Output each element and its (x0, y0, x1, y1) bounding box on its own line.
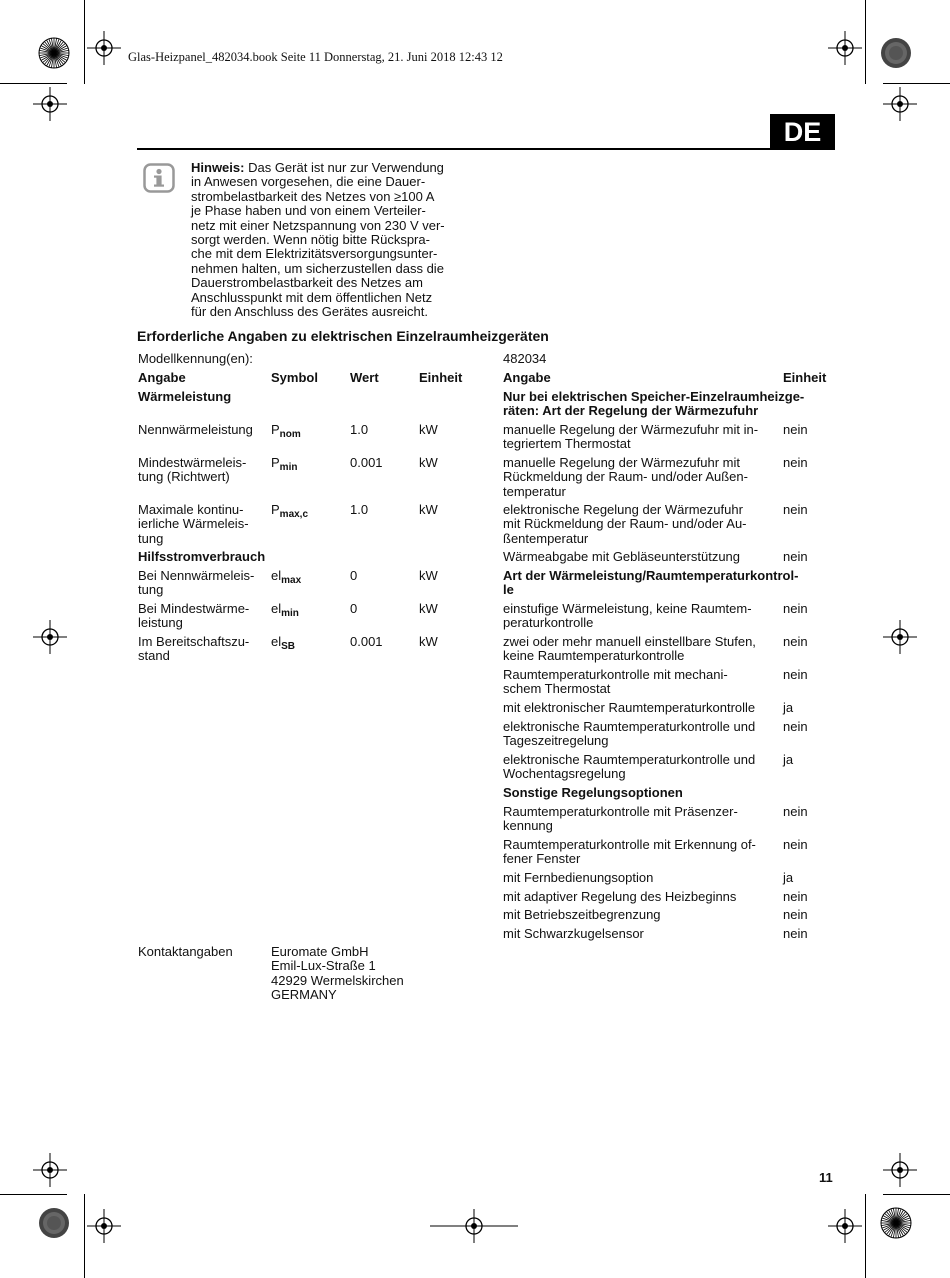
address-line: Emil-Lux-Straße 1 (271, 958, 376, 974)
symbol-base: el (271, 601, 282, 616)
address-line: GERMANY (271, 987, 337, 1003)
control-row-3-value: nein (783, 667, 808, 682)
registration-mark-icon (900, 1170, 902, 1172)
row-line: elektronische Regelung der Wärmezufuhr (503, 502, 743, 517)
header-angabe: Angabe (138, 370, 186, 385)
row-line: peraturkontrolle (503, 615, 594, 631)
row-line: Raumtemperaturkontrolle mit Erkennung of- (503, 837, 756, 852)
note-line: nehmen halten, um sicherzustellen dass die (191, 260, 444, 276)
standby-label (138, 635, 249, 664)
other-row-1 (503, 805, 738, 834)
minimum-unit: kW (419, 455, 438, 470)
label-line: leistung (138, 615, 183, 631)
label-line: tung (138, 530, 164, 546)
control-row-4 (503, 701, 755, 715)
note-line: Anschlusspunkt mit dem öffentlichen Netz (191, 289, 433, 305)
aux-minimum-symbol (271, 601, 299, 619)
row-line: Wochentagsregelung (503, 766, 626, 782)
symbol-subscript: min (281, 608, 299, 619)
contact-address (271, 945, 404, 1003)
language-badge: DE (770, 114, 835, 150)
header-symbol: Symbol (271, 370, 318, 385)
label-line: stand (138, 648, 170, 664)
aux-nominal-unit: kW (419, 568, 438, 583)
other-row-4 (503, 890, 736, 904)
registration-mark-icon (50, 1170, 52, 1172)
row-line: manuelle Regelung der Wärmezufuhr mit in- (503, 422, 759, 437)
storage-row-4-value: nein (783, 549, 808, 564)
storage-title (503, 390, 804, 419)
other-row-6 (503, 927, 644, 941)
row-line: Wärmeabgabe mit Gebläseunterstützung (503, 549, 741, 564)
control-row-2-value: nein (783, 634, 808, 649)
nominal-unit: kW (419, 422, 438, 437)
label-line: Im Bereitschaftszu- (138, 634, 250, 649)
nominal-symbol (271, 422, 301, 440)
note-line: je Phase haben und von einem Verteiler- (191, 203, 426, 219)
title-line: le (503, 582, 514, 598)
model-value: 482034 (503, 351, 547, 366)
gray-target-mark-icon (896, 53, 898, 55)
row-line: elektronische Raumtemperaturkontrolle und (503, 719, 756, 734)
symbol-base: el (271, 634, 282, 649)
starburst-mark-icon (54, 53, 56, 55)
page-number: 11 (819, 1170, 833, 1185)
registration-mark-icon (50, 637, 52, 639)
storage-row-1 (503, 423, 758, 452)
header-angabe-right: Angabe (503, 370, 551, 385)
row-line: temperatur (503, 483, 566, 499)
control-row-2 (503, 635, 756, 664)
book-slug: Glas-Heizpanel_482034.book Seite 11 Donnerstag, 21. Juni 2018 12:43 12 (128, 50, 503, 64)
symbol-base: P (271, 455, 280, 470)
note-text (191, 161, 471, 319)
header-wert: Wert (350, 370, 379, 385)
row-line: manuelle Regelung der Wärmezufuhr mit (503, 455, 740, 470)
control-row-6 (503, 753, 755, 782)
aux-minimum-value: 0 (350, 601, 358, 616)
control-row-3 (503, 668, 728, 697)
row-line: mit Fernbedienungsoption (503, 870, 654, 885)
symbol-subscript: max,c (279, 509, 309, 520)
registration-mark-icon (50, 104, 52, 106)
title-line: räten: Art der Regelung der Wärmezufuhr (503, 403, 759, 419)
aux-nominal-label (138, 569, 254, 598)
row-line: fener Fenster (503, 851, 581, 867)
row-line: mit Schwarzkugelsensor (503, 926, 644, 941)
registration-mark-icon (104, 1226, 106, 1228)
row-line: mit Betriebszeitbegrenzung (503, 907, 661, 922)
contact-label: Kontaktangaben (138, 944, 233, 959)
symbol-base: P (271, 422, 280, 437)
heat-output-title: Wärmeleistung (138, 389, 232, 404)
note-line: che mit dem Elektrizitätsversorgungsunter- (191, 246, 438, 262)
row-line: zwei oder mehr manuell einstellbare Stufen, (503, 634, 756, 649)
control-row-4-value: ja (783, 700, 794, 715)
row-line: keine Raumtemperaturkontrolle (503, 648, 685, 664)
storage-row-2 (503, 456, 748, 499)
symbol-subscript: max (281, 575, 302, 586)
aux-nominal-value: 0 (350, 568, 358, 583)
label-line: tung (Richtwert) (138, 469, 230, 485)
header-rule (137, 148, 835, 150)
control-row-5 (503, 720, 755, 749)
other-row-2-value: nein (783, 837, 808, 852)
registration-mark-icon (474, 1226, 476, 1228)
label-line: Bei Nennwärmeleis- (138, 568, 255, 583)
symbol-base: P (271, 502, 280, 517)
title-line: Nur bei elektrischen Speicher-Einzelraumheizge- (503, 389, 805, 404)
row-line: ßentemperatur (503, 530, 589, 546)
maximum-label (138, 503, 249, 546)
maximum-symbol (271, 502, 309, 520)
note-line: strombelastbarkeit des Netzes von ≥100 A (191, 188, 435, 204)
label-line: Bei Mindestwärme- (138, 601, 250, 616)
control-title (503, 569, 798, 598)
other-row-3-value: ja (783, 870, 794, 885)
control-row-5-value: nein (783, 719, 808, 734)
other-title: Sonstige Regelungsoptionen (503, 785, 683, 800)
label-line: ierliche Wärmeleis- (138, 516, 249, 532)
row-line: einstufige Wärmeleistung, keine Raumtem- (503, 601, 752, 616)
nominal-label (138, 423, 253, 437)
storage-row-3-value: nein (783, 502, 808, 517)
row-line: kennung (503, 818, 553, 834)
row-line: mit adaptiver Regelung des Heizbeginns (503, 889, 737, 904)
registration-mark-icon (900, 637, 902, 639)
row-line: Tageszeitregelung (503, 733, 609, 749)
minimum-value: 0.001 (350, 455, 383, 470)
address-line: 42929 Wermelskirchen (271, 972, 404, 988)
gray-target-mark-icon (54, 1223, 56, 1225)
other-row-5-value: nein (783, 907, 808, 922)
row-line: Raumtemperaturkontrolle mit Präsenzer- (503, 804, 738, 819)
storage-row-2-value: nein (783, 455, 808, 470)
registration-mark-icon (900, 104, 902, 106)
note-line: Das Gerät ist nur zur Verwendung (248, 160, 444, 175)
other-row-6-value: nein (783, 926, 808, 941)
symbol-base: el (271, 568, 282, 583)
registration-mark-icon (845, 48, 847, 50)
note-line: in Anwesen vorgesehen, die eine Dauer- (191, 174, 426, 190)
row-line: tegriertem Thermostat (503, 436, 631, 452)
control-row-1 (503, 602, 752, 631)
row-line: mit elektronischer Raumtemperaturkontrolle (503, 700, 756, 715)
row-line: Raumtemperaturkontrolle mit mechani- (503, 667, 728, 682)
standby-unit: kW (419, 634, 438, 649)
standby-value: 0.001 (350, 634, 383, 649)
symbol-subscript: min (279, 462, 298, 473)
aux-minimum-label (138, 602, 249, 631)
title-line: Art der Wärmeleistung/Raumtemperaturkontrol- (503, 568, 799, 583)
maximum-unit: kW (419, 502, 438, 517)
control-row-6-value: ja (783, 752, 794, 767)
minimum-symbol (271, 455, 298, 473)
header-einheit: Einheit (419, 370, 463, 385)
row-line: mit Rückmeldung der Raum- und/oder Au- (503, 516, 747, 532)
storage-row-1-value: nein (783, 422, 808, 437)
model-label: Modellkennung(en): (138, 351, 253, 366)
address-line: Euromate GmbH (271, 944, 369, 959)
label-line: Maximale kontinu- (138, 502, 244, 517)
row-line: Rückmeldung der Raum- und/oder Außen- (503, 469, 748, 485)
row-line: schem Thermostat (503, 681, 611, 697)
starburst-mark-icon (896, 1223, 898, 1225)
minimum-label (138, 456, 246, 485)
note-line: für den Anschluss des Gerätes ausreicht. (191, 304, 429, 320)
symbol-subscript: SB (281, 641, 296, 652)
note-label: Hinweis: (191, 160, 245, 175)
info-icon (143, 163, 175, 193)
other-row-5 (503, 908, 661, 922)
other-row-1-value: nein (783, 804, 808, 819)
section-title: Erforderliche Angaben zu elektrischen Einzelraumheizgeräten (137, 328, 549, 344)
other-row-4-value: nein (783, 889, 808, 904)
note-line: netz mit einer Netzspannung von 230 V ver- (191, 217, 445, 233)
storage-row-4 (503, 550, 740, 564)
aux-nominal-symbol (271, 568, 302, 586)
note-line: sorgt werden. Wenn nötig bitte Rückspra- (191, 232, 430, 248)
label-line: Mindestwärmeleis- (138, 455, 247, 470)
standby-symbol (271, 634, 296, 652)
aux-title: Hilfsstromverbrauch (138, 549, 266, 564)
note-line: Dauerstrombelastbarkeit des Netzes am (191, 275, 423, 291)
label-line: tung (138, 582, 164, 598)
symbol-subscript: nom (279, 429, 301, 440)
row-line: elektronische Raumtemperaturkontrolle und (503, 752, 756, 767)
nominal-value: 1.0 (350, 422, 369, 437)
registration-mark-icon (845, 1226, 847, 1228)
header-einheit-right: Einheit (783, 370, 827, 385)
maximum-value: 1.0 (350, 502, 369, 517)
storage-row-3 (503, 503, 747, 546)
other-row-3 (503, 871, 653, 885)
registration-mark-icon (104, 48, 106, 50)
label-line: Nennwärmeleistung (138, 422, 253, 437)
other-row-2 (503, 838, 756, 867)
aux-minimum-unit: kW (419, 601, 438, 616)
control-row-1-value: nein (783, 601, 808, 616)
